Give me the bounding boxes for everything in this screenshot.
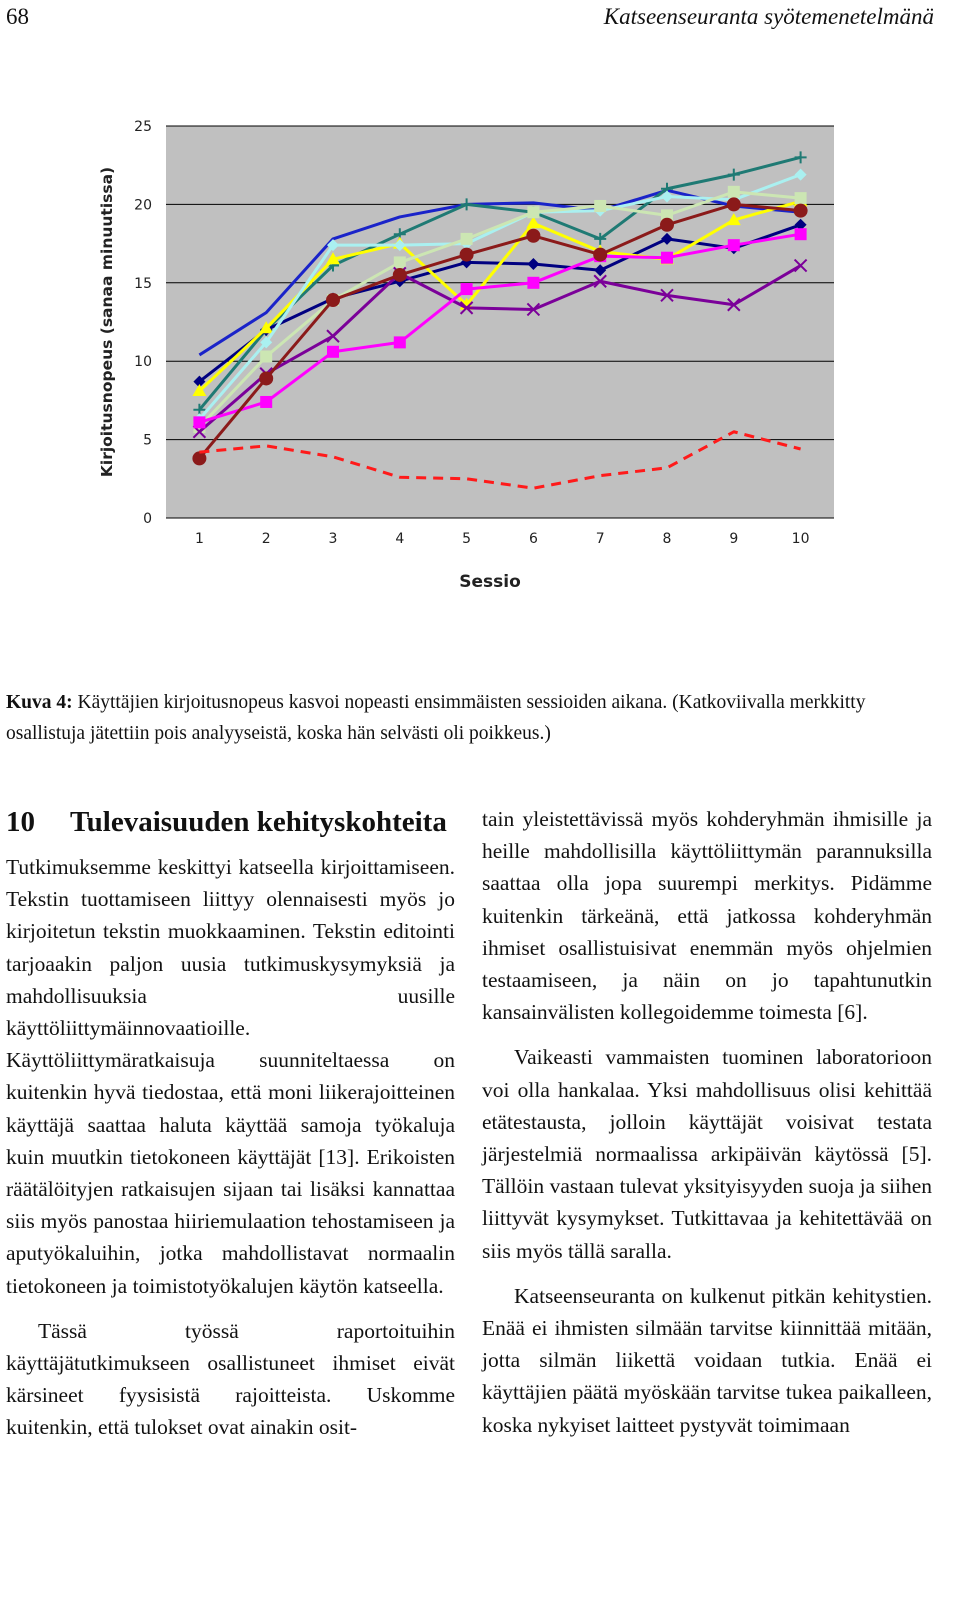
x-tick-label: 1 (194, 531, 204, 547)
data-point (394, 256, 406, 268)
y-tick-labels (134, 119, 152, 527)
x-tick-label: 4 (395, 531, 405, 547)
x-tick-label: 2 (261, 531, 271, 547)
data-point (661, 252, 673, 264)
paragraph: Vaikeasti vammaisten tuominen laboratorioon voi olla hankalaa. Yksi mahdollisuus olisi kehittää etätestausta, jolloin käyttäjät voisivat testata järjestelmiä normaalissa arkipäivän käytössä [5]. Tällöin vastaan tulevat yksityisyyden suoja ja siihen liittyvät kysymykset. Tutkittavaa ja kehitettävää on siis myös tällä saralla. (482, 1045, 932, 1263)
data-point (794, 204, 808, 218)
figure-caption (6, 687, 931, 749)
section-title: Tulevaisuuden kehityskohteita (70, 806, 447, 838)
data-point (527, 277, 539, 289)
x-tick-label: 6 (528, 531, 538, 547)
data-point (727, 197, 741, 211)
data-point (461, 283, 473, 295)
page-number: 68 (6, 4, 29, 29)
x-tick-label: 9 (729, 531, 739, 547)
data-point (193, 416, 205, 428)
caption-label: Kuva 4: (6, 692, 73, 713)
x-tick-label: 5 (462, 531, 472, 547)
caption-text: Käyttäjien kirjoitusnopeus kasvoi nopeasti ensimmäisten sessioiden aikana. (Katkoviivalla merkkitty osallistuja jätettiin pois analyyseistä, koska hän selvästi oli poikkeus.) (6, 692, 866, 744)
data-point (394, 336, 406, 348)
paragraph: tain yleistettävissä myös kohderyhmän ihmisille ja heille mahdollisilla käyttöliittymän parannuksilla saattaa olla jopa suurempi merkitys. Pidämme kuitenkin tärkeänä, että jatkossa kohderyhmän ihmiset osallistuisivat enemmän myös ohjelmien testaamiseen, ja näin on jo tapahtunutkin kansainvälisten kollegoidemme toimesta [6]. (482, 807, 932, 1025)
y-tick-label: 10 (134, 354, 152, 371)
x-tick-label: 8 (662, 531, 672, 547)
data-point (594, 200, 606, 212)
y-tick-label: 5 (143, 432, 152, 449)
paragraph: Katseenseuranta on kulkenut pitkän kehitystien. Enää ei ihmisten silmään tarvitse kiinnittää mitään, jotta silmän liikettä voidaan tutkia. Enää ei käyttäjien päätä myöskään tarvitse tukea paikalleen, koska nykyiset laitteet pystyvät toimimaan (482, 1283, 932, 1437)
running-title: Katseenseuranta syötemenetelmänä (603, 4, 934, 29)
x-tick-label: 10 (791, 531, 810, 547)
data-point (260, 396, 272, 408)
y-tick-label: 25 (134, 119, 152, 135)
data-point (728, 239, 740, 251)
left-column (6, 803, 455, 1444)
data-point (326, 293, 340, 307)
x-axis-label: Sessio (459, 572, 521, 592)
x-tick-labels (195, 531, 810, 547)
data-point (593, 248, 607, 262)
y-axis-label: Kirjoitusnopeus (sanaa minuutissa) (98, 166, 116, 478)
typing-speed-chart (0, 95, 960, 615)
data-point (393, 268, 407, 282)
data-point (526, 229, 540, 243)
section-number: 10 (6, 806, 35, 838)
paragraph: Tutkimuksemme keskittyi katseella kirjoittamiseen. Tekstin tuottamiseen liittyy olennaisesti myös jo kirjoitetun tekstin muokkaaminen. Tekstin editointi tarjoaakin paljon uusia tutkimuskysymyksiä ja mahdollisuuksia uusille käyttöliittymäinnovaatioille. Käyttöliittymäratkaisuja suunniteltaessa on kuitenkin hyvä tiedostaa, että moni liikerajoitteinen käyttäjä saattaa haluta käyttää samoja työkaluja kuin muutkin tietokoneen käyttäjät [13]. Erikoisten räätälöityjen ratkaisujen sijaan tai lisäksi kannattaa siis myös panostaa hiiriemulaation tehostamiseen ja aputyökaluihin, jotka mahdollistavat normaalin tietokoneen ja toimistotyökalujen käytön katseella. (6, 855, 455, 1298)
right-column (482, 803, 932, 1441)
page-header (0, 0, 960, 34)
y-tick-label: 0 (143, 511, 152, 527)
x-tick-label: 3 (328, 531, 338, 547)
data-point (260, 350, 272, 362)
data-point (460, 248, 474, 262)
data-point (795, 192, 807, 204)
data-point (259, 371, 273, 385)
data-point (527, 206, 539, 218)
data-point (192, 451, 206, 465)
data-point (327, 346, 339, 358)
data-point (660, 218, 674, 232)
y-tick-label: 20 (134, 197, 152, 214)
y-tick-label: 15 (134, 275, 152, 292)
data-point (461, 233, 473, 245)
section-heading (6, 803, 455, 841)
data-point (795, 228, 807, 240)
x-tick-label: 7 (595, 531, 605, 547)
paragraph: Tässä työssä raportoituihin käyttäjätutkimukseen osallistuneet ihmiset eivät kärsineet fyysisistä rajoitteista. Uskomme kuitenkin, että tulokset ovat ainakin osit- (6, 1318, 455, 1440)
data-point (728, 186, 740, 198)
